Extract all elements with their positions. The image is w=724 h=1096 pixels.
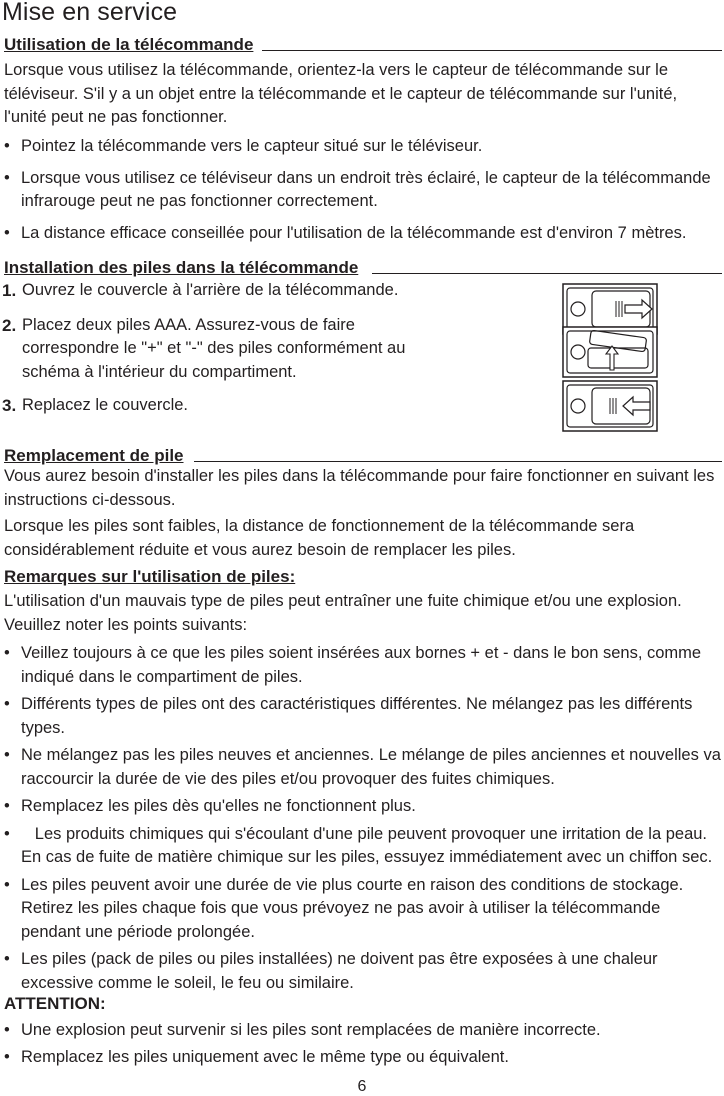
- replacement-paragraph-2: Lorsque les piles sont faibles, la distance de fonctionnement de la télécommande sera considérablement réduite et vous aurez besoin de remplacer les piles.: [4, 517, 635, 559]
- list-item: • Remplacez les piles uniquement avec le même type ou équivalent.: [4, 1046, 724, 1070]
- page-number: 6: [357, 1078, 367, 1095]
- battery-notes-list: [4, 642, 724, 995]
- section-heading-remote-usage: Utilisation de la télécommande: [4, 35, 254, 54]
- step-number: 3.: [2, 396, 17, 415]
- step-item: [2, 314, 442, 385]
- install-steps: [2, 279, 442, 418]
- step-text: Placez deux piles AAA. Assurez-vous de faire correspondre le "+" et "-" des piles conformément au schéma à l'intérieur du compartiment.: [22, 315, 406, 381]
- attention-list: [4, 1019, 724, 1069]
- list-item: • Les piles peuvent avoir une durée de vie plus courte en raison des conditions de stockage. Retirez les piles chaque fois que vous prévoyez ne pas avoir à utiliser la télécommande pendant une période prolongée.: [4, 874, 724, 945]
- step-text: Replacez le couvercle.: [22, 396, 188, 414]
- list-item: • Veillez toujours à ce que les piles soient insérées aux bornes + et - dans le bon sens, comme indiqué dans le compartiment de piles.: [4, 642, 724, 689]
- battery-notes-heading: Remarques sur l'utilisation de piles:: [4, 567, 296, 586]
- list-item: • La distance efficace conseillée pour l'utilisation de la télécommande est d'environ 7 mètres.: [4, 222, 724, 246]
- step-item: [2, 394, 442, 418]
- attention-heading: ATTENTION:: [4, 994, 106, 1013]
- step-item: [2, 279, 442, 303]
- battery-insert-illustration: [562, 326, 658, 378]
- battery-notes-intro: L'utilisation d'un mauvais type de piles peut entraîner une fuite chimique et/ou une explosion. Veuillez noter les points suivants:: [4, 592, 682, 634]
- list-item: • Pointez la télécommande vers le capteur situé sur le téléviseur.: [4, 135, 724, 159]
- page-title: Mise en service: [2, 0, 178, 26]
- list-item: • Ne mélangez pas les piles neuves et anciennes. Le mélange de piles anciennes et nouvelles va raccourcir la durée de vie des piles et/ou provoquer des fuites chimiques.: [4, 744, 724, 791]
- step-number: 1.: [2, 281, 17, 300]
- heading-rule: [372, 273, 722, 274]
- heading-rule: [194, 461, 722, 462]
- replacement-paragraph-1: Vous aurez besoin d'installer les piles dans la télécommande pour faire fonctionner en suivant les instructions ci-dessous.: [4, 467, 715, 509]
- heading-rule: [262, 50, 722, 51]
- list-item: • Une explosion peut survenir si les piles sont remplacées de manière incorrecte.: [4, 1019, 724, 1043]
- step-number: 2.: [2, 315, 17, 335]
- section-heading-battery-install: Installation des piles dans la télécommande: [4, 258, 359, 277]
- list-item: • Les produits chimiques qui s'écoulant d'une pile peuvent provoquer une irritation de la peau. En cas de fuite de matière chimique sur les piles, essuyez immédiatement avec un chiffon sec.: [4, 823, 724, 870]
- list-item: • Les piles (pack de piles ou piles installées) ne doivent pas être exposées à une chaleur excessive comme le soleil, le feu ou similaire.: [4, 948, 724, 995]
- section-heading-battery-replacement: Remplacement de pile: [4, 446, 184, 465]
- remote-usage-intro: Lorsque vous utilisez la télécommande, orientez-la vers le capteur de télécommande sur le téléviseur. S'il y a un objet entre la télécommande et le capteur de télécommande sur l'unité, l'unité peut ne pas fonctionner.: [4, 61, 678, 126]
- list-item: • Remplacez les piles dès qu'elles ne fonctionnent plus.: [4, 795, 724, 819]
- list-item: • Différents types de piles ont des caractéristiques différentes. Ne mélangez pas les différents types.: [4, 693, 724, 740]
- remote-usage-bullets: [4, 135, 724, 245]
- step-text: Ouvrez le couvercle à l'arrière de la télécommande.: [22, 281, 399, 299]
- list-item: • Lorsque vous utilisez ce téléviseur dans un endroit très éclairé, le capteur de la télécommande infrarouge peut ne pas fonctionner correctement.: [4, 167, 724, 214]
- battery-cover-close-illustration: [562, 380, 658, 432]
